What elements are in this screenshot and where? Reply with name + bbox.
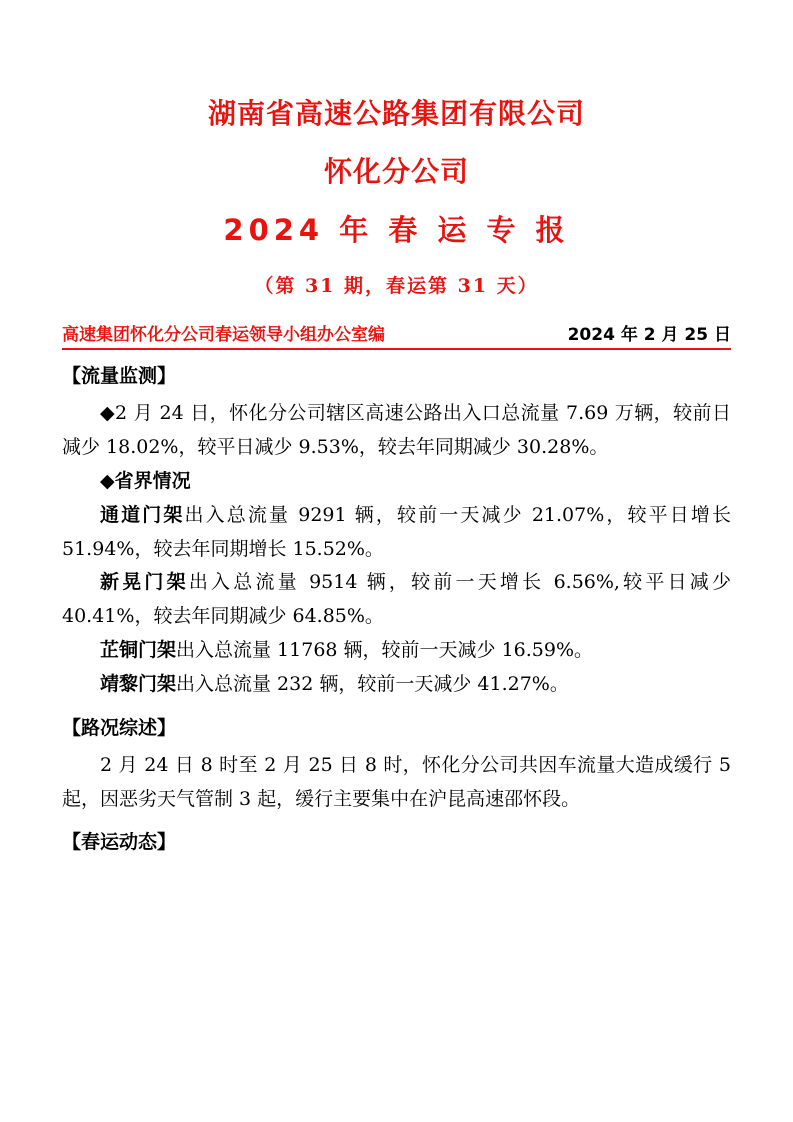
gantry-item (62, 668, 731, 702)
byline-date: 2024 年 2 月 25 日 (567, 325, 731, 345)
section-heading-traffic: 【流量监测】 (62, 365, 177, 387)
company-title: 湖南省高速公路集团有限公司 (207, 97, 585, 130)
traffic-paragraph: ◆2 月 24 日，怀化分公司辖区高速公路出入口总流量 7.69 万辆，较前日减少 18.02%，较平日减少 9.53%，较去年同期减少 30.28%。 (62, 402, 731, 459)
byline-editor: 高速集团怀化分公司春运领导小组办公室编 (62, 325, 385, 345)
gantry-text: 出入总流量 9514 辆，较前一天增长 6.56%,较平日减少 40.41%，较去年同期减少 64.85%。 (62, 571, 731, 628)
gantry-item (62, 634, 731, 668)
province-border-heading: ◆省界情况 (100, 469, 191, 492)
gantry-name: 新晃门架 (100, 571, 189, 594)
gantry-item (62, 566, 731, 634)
gantry-text: 出入总流量 232 辆，较前一天减少 41.27%。 (176, 672, 569, 695)
section-heading-dynamics: 【春运动态】 (62, 831, 177, 854)
gantry-item (62, 499, 731, 567)
gantry-name: 靖黎门架 (100, 672, 177, 695)
gantry-text: 出入总流量 9291 辆，较前一天减少 21.07%，较平日增长 51.94%，较去年同期增长 15.52%。 (62, 503, 731, 560)
byline (62, 320, 731, 350)
gantry-name: 芷铜门架 (100, 638, 177, 661)
report-title: 2024 年 春 运 专 报 (223, 213, 570, 247)
branch-title: 怀化分公司 (323, 155, 469, 188)
section-heading-road: 【路况综述】 (62, 716, 177, 739)
gantry-name: 通道门架 (100, 503, 185, 526)
gantry-text: 出入总流量 11768 辆，较前一天减少 16.59%。 (176, 638, 594, 661)
issue-number: （第 31 期，春运第 31 天） (254, 275, 539, 297)
road-paragraph: 2 月 24 日 8 时至 2 月 25 日 8 时，怀化分公司共因车流量大造成缓行 5 起，因恶劣天气管制 3 起，缓行主要集中在沪昆高速邵怀段。 (62, 753, 731, 810)
title-block (62, 97, 731, 298)
